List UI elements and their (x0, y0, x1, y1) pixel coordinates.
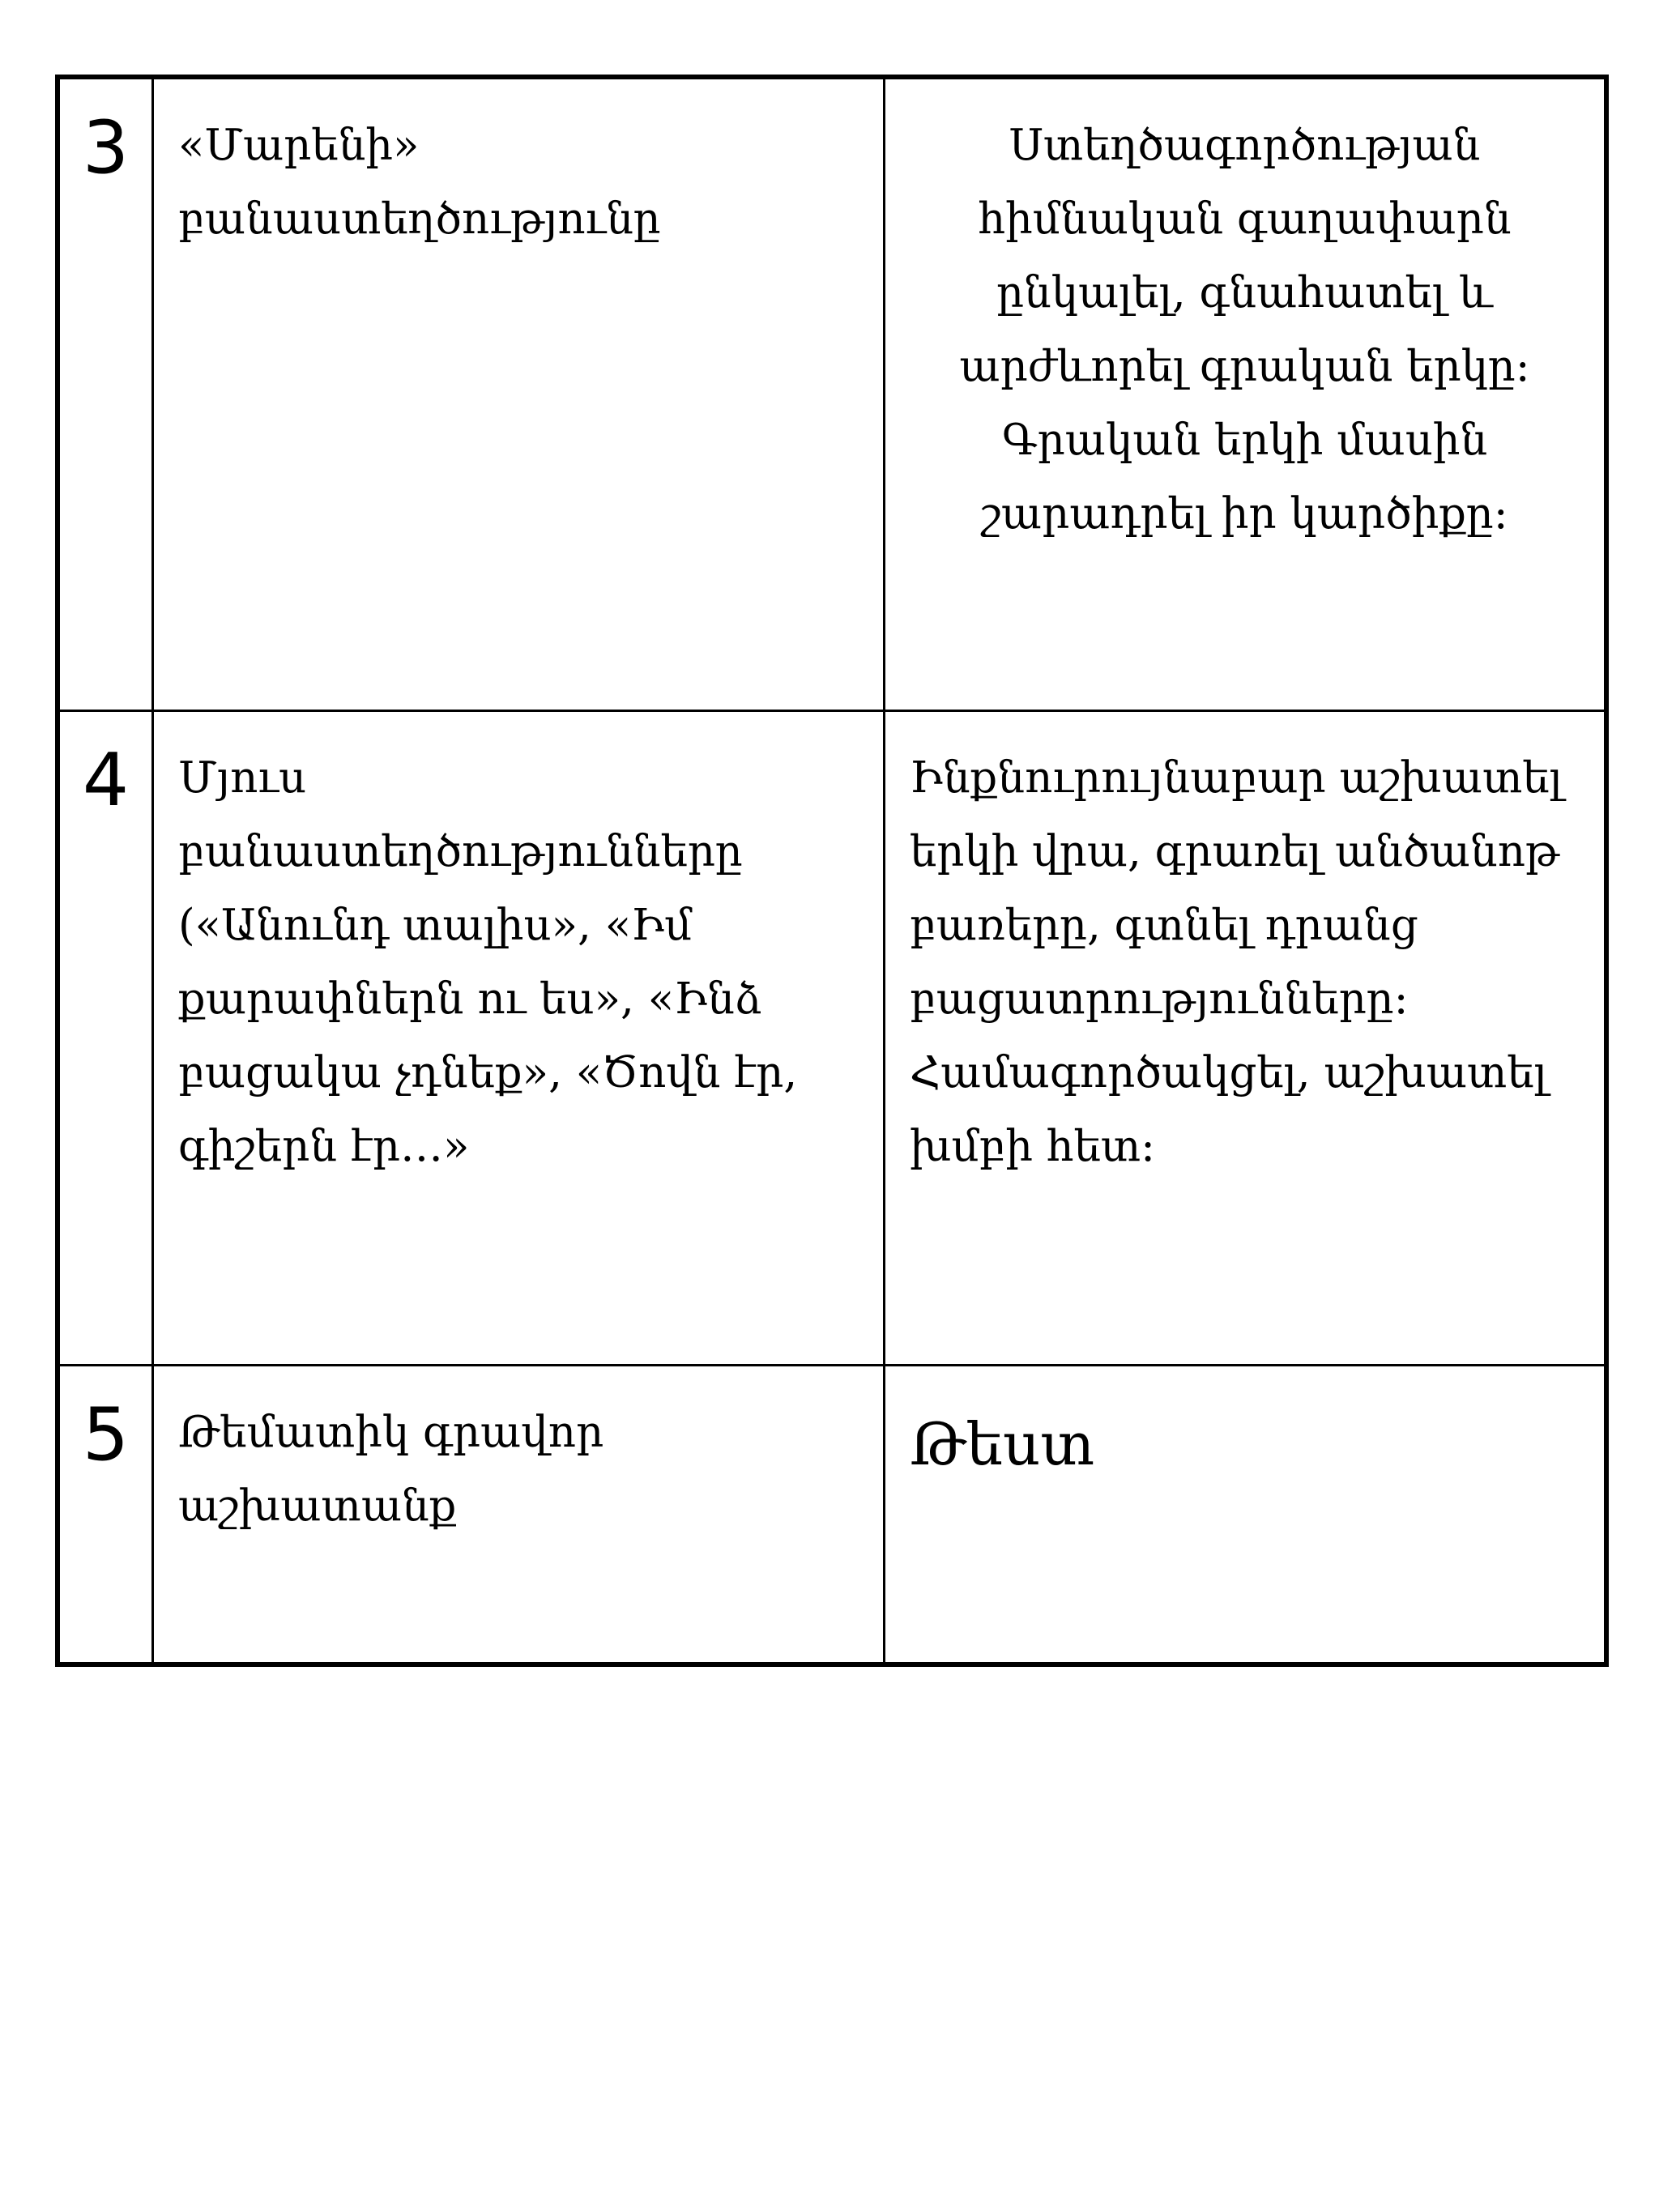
activity-cell (885, 1366, 1607, 1665)
topic-cell (153, 77, 885, 711)
topic-text: Մյուս բանաստեղծությունները («Անունդ տալիս», «Իմ քարափներն ու ես», «Ինձ բացակա չդնեք», «Ծովն էր, գիշերն էր…» (178, 753, 798, 1171)
activity-cell (885, 77, 1607, 711)
row-number: 3 (58, 77, 153, 711)
table-row (58, 77, 1606, 711)
topic-cell (153, 1366, 885, 1665)
lesson-plan-table (55, 75, 1609, 1667)
activity-text: Ինքնուրույնաբար աշխատել երկի վրա, գրառել անծանոթ բառերը, գտնել դրանց բացատրությունները: Համագործակցել, աշխատել խմբի հետ: (910, 753, 1563, 1171)
row-number: 5 (58, 1366, 153, 1665)
activity-cell (885, 711, 1607, 1366)
activity-text: Ստեղծագործության հիմնական գաղափարն ընկալել, գնահատել և արժևորել գրական երկը: Գրական երկի մասին շարադրել իր կարծիքը: (959, 121, 1530, 539)
topic-text: «Մարենի» բանաստեղծությունը (178, 121, 661, 244)
row-number: 4 (58, 711, 153, 1366)
activity-text: Թեստ (910, 1410, 1095, 1478)
table-row (58, 711, 1606, 1366)
topic-text: Թեմատիկ գրավոր աշխատանք (178, 1408, 604, 1531)
topic-cell (153, 711, 885, 1366)
table-row (58, 1366, 1606, 1665)
